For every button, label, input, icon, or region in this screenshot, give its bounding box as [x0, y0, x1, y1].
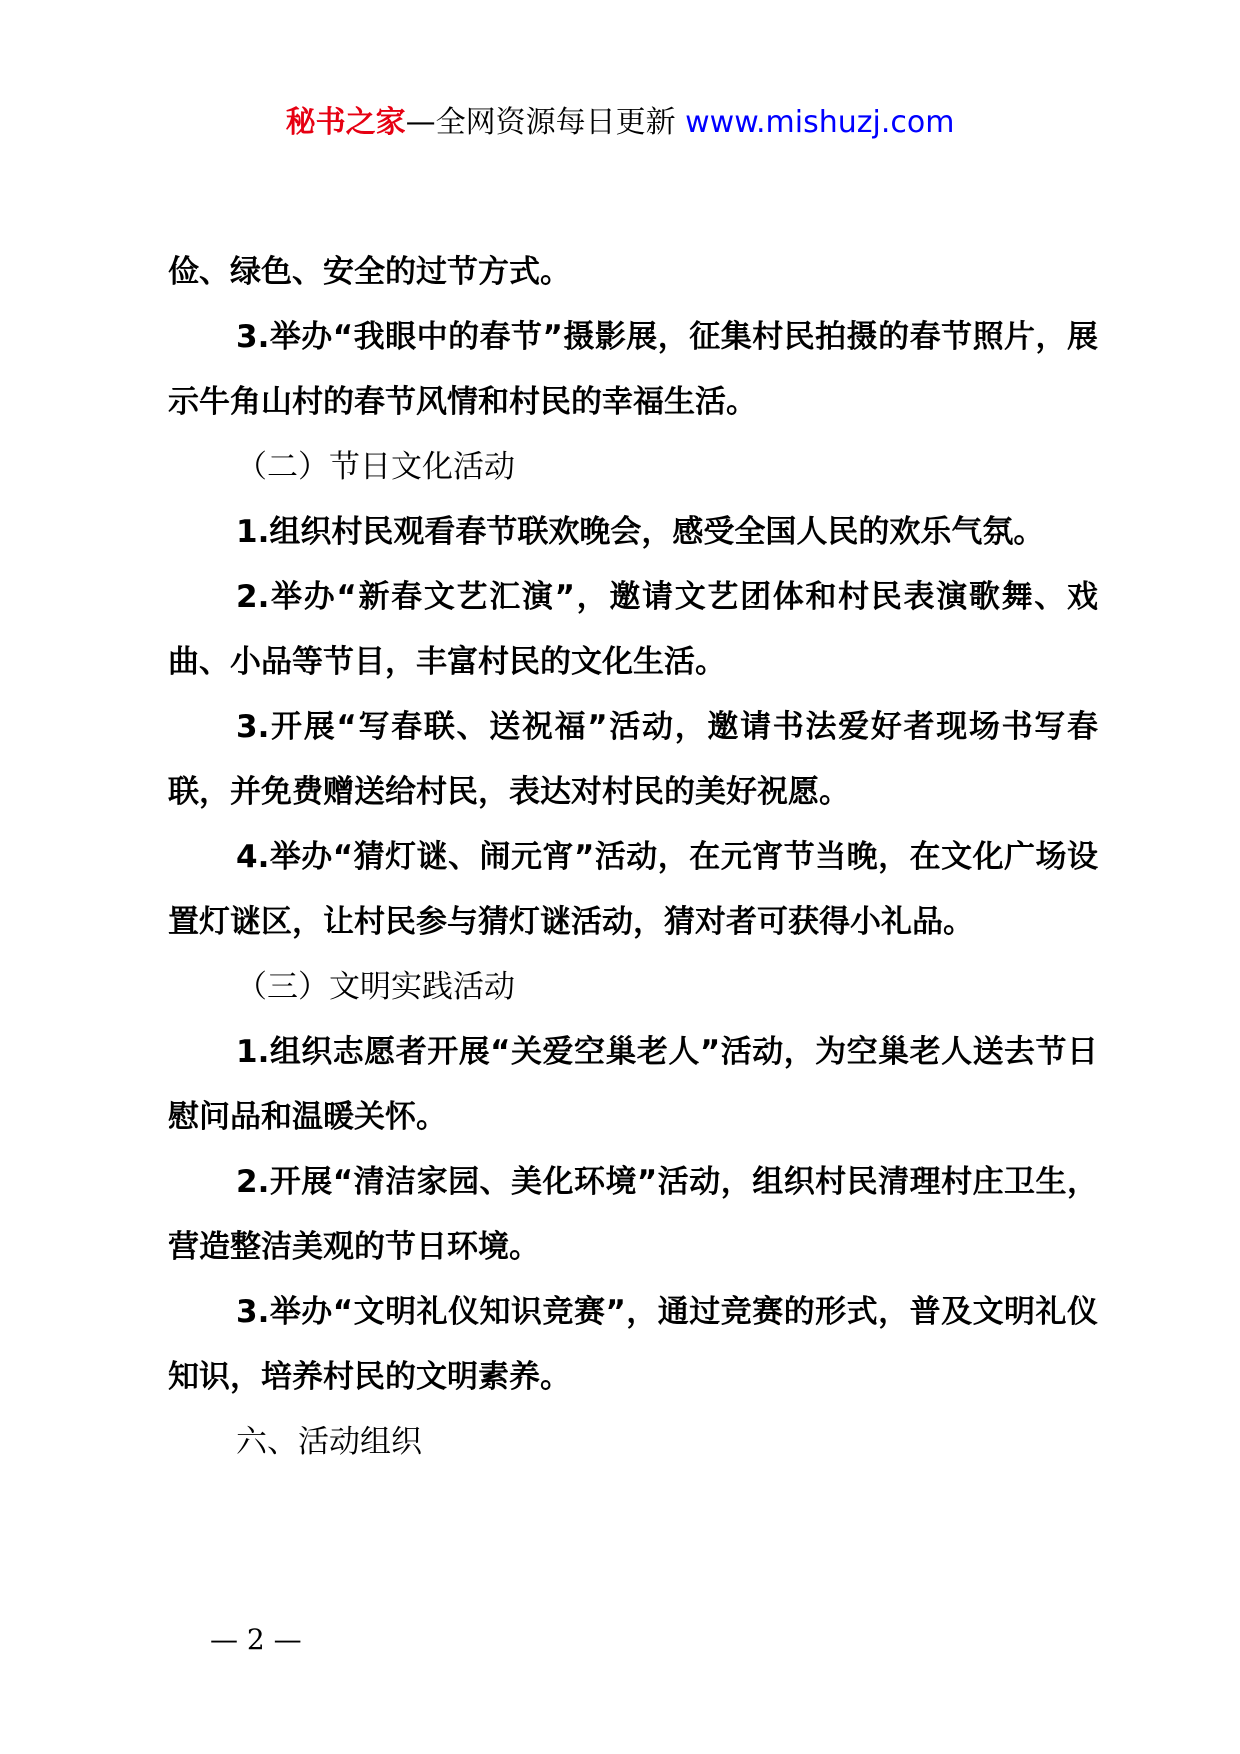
paragraph-item-couplets: 3.开展“写春联、送祝福”活动，邀请书法爱好者现场书写春联，并免费赠送给村民，表达对村民的美好祝愿。: [168, 709, 1098, 810]
paragraph-item-elderly-care: 1.组织志愿者开展“关爱空巢老人”活动，为空巢老人送去节日慰问品和温暖关怀。: [168, 1034, 1098, 1135]
site-slogan: —全网资源每日更新: [405, 105, 676, 140]
paragraph-item-art-performance: 2.举办“新春文艺汇演”，邀请文艺团体和村民表演歌舞、戏曲、小品等节目，丰富村民的文化生活。: [168, 579, 1098, 680]
site-brand: 秘书之家: [285, 105, 406, 140]
paragraph-item-photo-exhibition: 3.举办“我眼中的春节”摄影展，征集村民拍摄的春节照片，展示牛角山村的春节风情和村民的幸福生活。: [168, 319, 1098, 420]
section-heading-civilization-practice: （三）文明实践活动: [236, 969, 515, 1005]
site-header: [0, 98, 1240, 148]
paragraph-item-etiquette-contest: 3.举办“文明礼仪知识竞赛”，通过竞赛的形式，普及文明礼仪知识，培养村民的文明素养。: [168, 1294, 1098, 1395]
document-body: [168, 240, 1098, 1475]
paragraph-item-clean-home: 2.开展“清洁家园、美化环境”活动，组织村民清理村庄卫生，营造整洁美观的节日环境。: [168, 1164, 1098, 1265]
section-heading-activity-organization: 六、活动组织: [236, 1424, 422, 1460]
paragraph-continuation: 俭、绿色、安全的过节方式。: [168, 254, 571, 290]
paragraph-item-spring-gala: 1.组织村民观看春节联欢晚会，感受全国人民的欢乐气氛。: [236, 514, 1045, 550]
site-url-link[interactable]: www.mishuzj.com: [685, 105, 955, 140]
section-heading-festival-culture: （二）节日文化活动: [236, 449, 515, 485]
page-number: — 2 —: [210, 1623, 302, 1656]
paragraph-item-lantern-riddles: 4.举办“猜灯谜、闹元宵”活动，在元宵节当晚，在文化广场设置灯谜区，让村民参与猜灯谜活动，猜对者可获得小礼品。: [168, 839, 1098, 940]
